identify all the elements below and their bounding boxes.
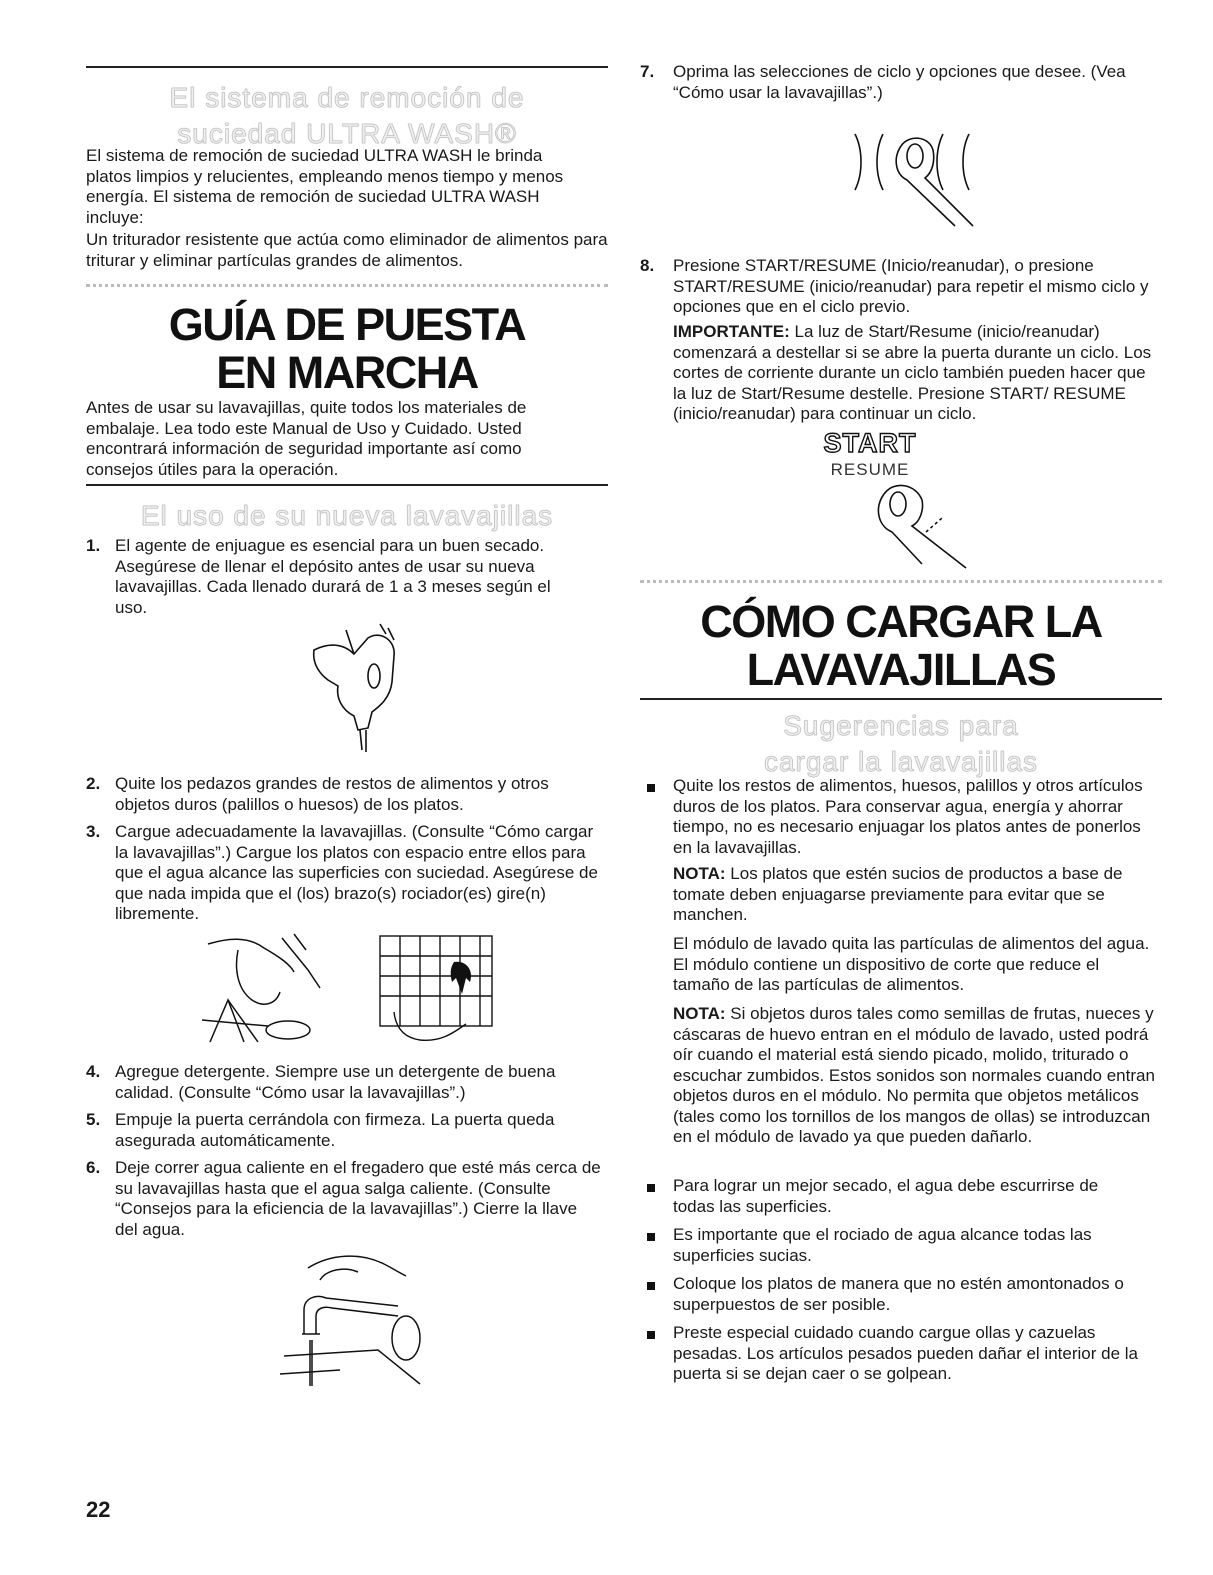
top-rule-left: [86, 66, 608, 68]
guide-title-line2: EN MARCHA: [216, 347, 478, 398]
loading-tip-2: Para lograr un mejor secado, el agua debe escurrirse de todas las superficies.: [673, 1176, 1099, 1216]
wash-module-description: El módulo de lavado quita las partículas de alimentos del agua. El módulo contiene un dispositivo de corte que reduce el tamaño de las partículas de alimentos.: [673, 934, 1150, 994]
loading-tip-1: Quite los restos de alimentos, huesos, palillos y otros artículos duros de los platos. Para conservar agua, energía y ahorrar tiempo, no es necesario enjuagar los platos antes de ponerlos en la lavavajillas.: [673, 776, 1143, 857]
step-number: 5.: [86, 1110, 101, 1129]
important-note: [673, 322, 1153, 425]
nota-hard-objects: [673, 1004, 1160, 1148]
nota-tomato: [673, 864, 1148, 926]
important-text: La luz de Start/Resume (inicio/reanudar) comenzará a destellar si se abre la puerta durante un ciclo. Los cortes de corriente durante un ciclo también pueden hacer que la luz de Start/Resume destelle. Presione START/ RESUME (inicio/reanudar) para continuar un ciclo.: [673, 322, 1152, 423]
start-button-label: START: [823, 428, 917, 458]
nota-text: Los platos que estén sucios de productos a base de tomate deben enjuagarse previamente para evitar que se manchen.: [673, 864, 1123, 924]
rinse-aid-bottle-illustration: [310, 620, 420, 760]
ultra-wash-description: El sistema de remoción de suciedad ULTRA WASH le brinda platos limpios y relucientes, empleando menos tiempo y menos energía. El sistema de remoción de suciedad ULTRA WASH incluye:: [86, 146, 564, 227]
start-press-illustration: [868, 482, 968, 572]
guide-title: [86, 301, 608, 397]
step-number: 1.: [86, 536, 101, 555]
loading-tips-heading-line1: Sugerencias para: [783, 710, 1019, 741]
step-text: El agente de enjuague es esencial para un buen secado. Asegúrese de llenar el depósito antes de usar su nueva lavavajillas. Cada llenado durará de 1 a 3 meses según el uso.: [115, 536, 551, 617]
step-number: 7.: [640, 62, 655, 81]
guide-intro: Antes de usar su lavavajillas, quite todos los materiales de embalaje. Lea todo este Manual de Uso y Cuidado. Usted encontrará información de seguridad importante así como consejos útiles para la operación.: [86, 398, 527, 479]
bullet-marker: [647, 1233, 655, 1241]
loading-tips-heading: [640, 708, 1162, 780]
loading-tip-3: Es importante que el rociado de agua alcance todas las superficies sucias.: [673, 1225, 1092, 1265]
nota-label: NOTA:: [673, 1004, 726, 1023]
nota-text: Si objetos duros tales como semillas de frutas, nueces y cáscaras de huevo entran en el módulo de lavado, usted podrá oír cuando el material está siendo picado, molido, triturado o escuchar zumbidos. Estos sonidos son normales cuando entran objetos duros en el módulo. No permita que objetos metálicos (tales como los tornillos de los mangos de ollas) se introduzcan en el módulo de lavado ya que pueden dañarlo.: [673, 1004, 1155, 1146]
section-rule-right: [640, 698, 1162, 700]
guide-title-line1: GUÍA DE PUESTA: [168, 299, 526, 350]
step-number: 2.: [86, 774, 101, 793]
loading-tips-heading-line2: cargar la lavavajillas: [763, 746, 1039, 777]
loading-dishes-illustration: [198, 930, 328, 1045]
step-text: Oprima las selecciones de ciclo y opciones que desee. (Vea “Cómo usar la lavavajillas”.): [673, 62, 1126, 102]
step-number: 3.: [86, 822, 101, 841]
loading-title-line1: CÓMO CARGAR LA: [700, 596, 1102, 647]
page-number: 22: [86, 1497, 111, 1522]
faucet-illustration: [280, 1250, 425, 1390]
step-text: Presione START/RESUME (Inicio/reanudar), o presione START/RESUME (inicio/reanudar) para repetir el mismo ciclo y opciones que en el ciclo previo.: [673, 256, 1149, 316]
using-heading: El uso de su nueva lavavajillas: [140, 500, 554, 531]
important-label: IMPORTANTE:: [673, 322, 790, 341]
bullet-marker: [647, 1331, 655, 1339]
nota-label: NOTA:: [673, 864, 726, 883]
step-text: Empuje la puerta cerrándola con firmeza. La puerta queda asegurada automáticamente.: [115, 1110, 555, 1150]
ultra-wash-grinder: Un triturador resistente que actúa como eliminador de alimentos para triturar y eliminar partículas grandes de alimentos.: [86, 230, 608, 270]
loading-tip-4: Coloque los platos de manera que no estén amontonados o superpuestos de ser posible.: [673, 1274, 1124, 1314]
ultra-wash-heading-line2: suciedad ULTRA WASH®: [177, 118, 517, 149]
step-text: Quite los pedazos grandes de restos de alimentos y otros objetos duros (palillos o huesos) de los platos.: [115, 774, 549, 814]
bullet-marker: [647, 1282, 655, 1290]
spray-arm-illustration: [370, 932, 500, 1047]
ultra-wash-heading-line1: El sistema de remoción de: [169, 82, 525, 113]
dotted-divider-right: [640, 580, 1162, 583]
step-text: Agregue detergente. Siempre use un detergente de buena calidad. (Consulte “Cómo usar la lavavajillas”.): [115, 1062, 556, 1102]
loading-title-line2: LAVAVAJILLAS: [746, 644, 1056, 695]
step-text: Deje correr agua caliente en el fregadero que esté más cerca de su lavavajillas hasta que el agua salga caliente. (Consulte “Consejos para la eficiencia de la lavavajillas”.) Cierre la llave del agua.: [115, 1158, 601, 1239]
dotted-divider-left: [86, 284, 608, 287]
loading-title: [640, 598, 1162, 694]
button-press-illustration: [845, 128, 980, 228]
loading-tip-5: Preste especial cuidado cuando cargue ollas y cazuelas pesadas. Los artículos pesados pueden dañar el interior de la puerta si se dejan caer o se golpean.: [673, 1323, 1138, 1383]
bullet-marker: [647, 784, 655, 792]
ultra-wash-heading: [86, 80, 608, 152]
step-number: 8.: [640, 256, 655, 275]
resume-button-label: RESUME: [830, 460, 910, 479]
step-text: Cargue adecuadamente la lavavajillas. (Consulte “Cómo cargar la lavavajillas”.) Cargue los platos con espacio entre ellos para que el agua alcance las superficies con suciedad. Asegúrese de que nada impida que el (los) brazo(s) rociador(es) gire(n) libremente.: [115, 822, 598, 923]
step-number: 4.: [86, 1062, 101, 1081]
step-number: 6.: [86, 1158, 101, 1177]
bullet-marker: [647, 1184, 655, 1192]
section-rule-left: [86, 484, 608, 486]
